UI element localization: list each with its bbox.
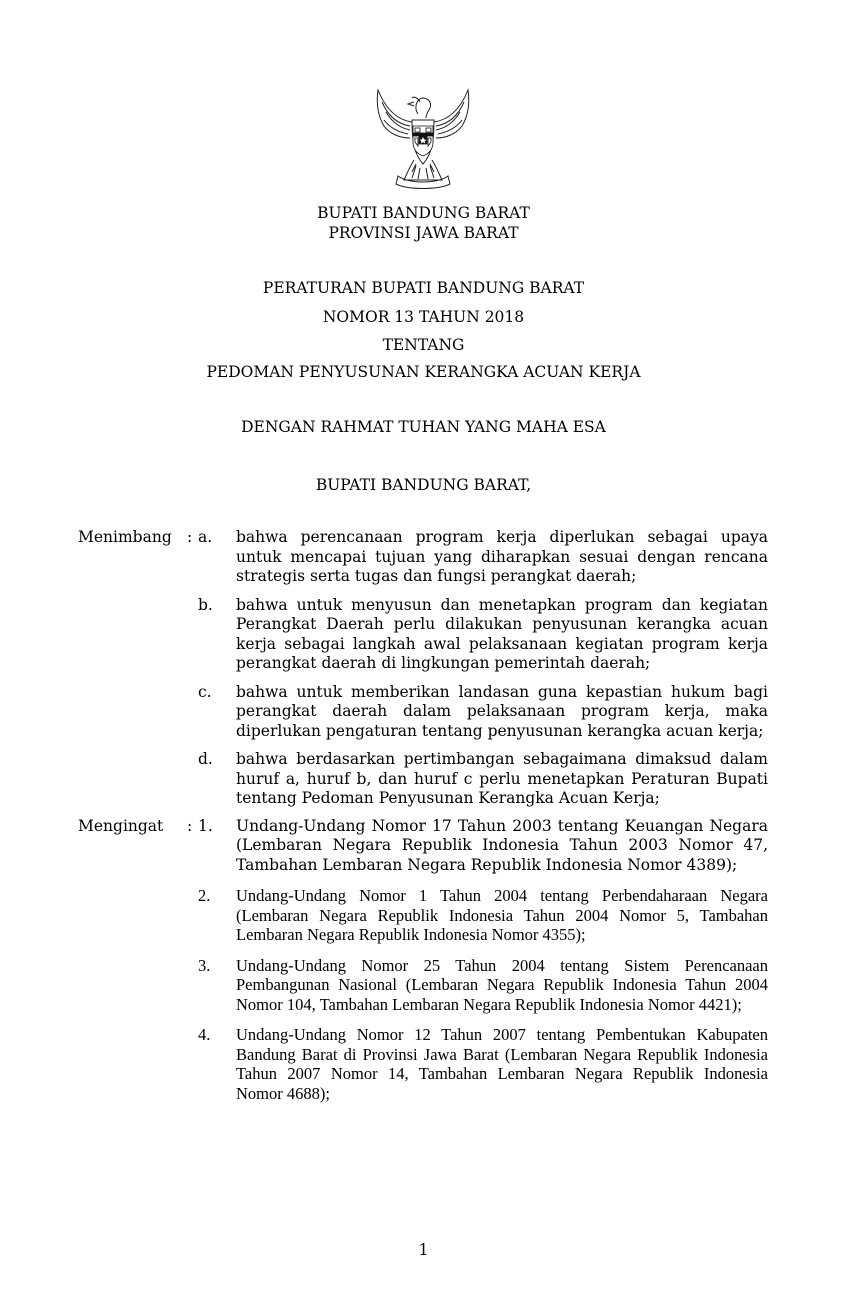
issuer: BUPATI BANDUNG BARAT, [315,476,532,494]
document-body [78,528,768,1112]
regulation-about: TENTANG [382,336,465,354]
mengingat-section [78,817,768,1104]
item-marker: a. [198,528,213,546]
item-text: Undang-Undang Nomor 12 Tahun 2007 tentang Pembentukan Kabupaten Bandung Barat di Provinsi Jawa Barat (Lembaran Negara Republik Indonesia Tahun 2007 Nomor 14, Tambahan Lembaran Negara Republik Indonesia Nomor 4688); [236,1025,768,1103]
invocation: DENGAN RAHMAT TUHAN YANG MAHA ESA [241,418,606,436]
section-colon: : [187,816,193,835]
item-marker: c. [198,682,212,701]
item-text: Undang-Undang Nomor 25 Tahun 2004 tentang Sistem Perencanaan Pembangunan Nasional (Lembaran Negara Republik Indonesia Tahun 2004 Nomor 104, Tambahan Lembaran Negara Republik Indonesia Nomor 4421); [236,955,768,1014]
item-text: bahwa berdasarkan pertimbangan sebagaimana dimaksud dalam huruf a, huruf b, dan huruf c perlu menetapkan Peraturan Bupati tentang Pedoman Penyusunan Kerangka Acuan Kerja; [236,750,768,807]
list-item [78,956,768,1015]
item-text: bahwa untuk memberikan landasan guna kepastian hukum bagi perangkat daerah dalam pelaksanaan program kerja, maka diperlukan pengaturan tentang penyusunan kerangka acuan kerja; [236,682,768,740]
section-label: Menimbang [78,528,172,546]
section-label: Mengingat [78,816,164,835]
item-marker: 4. [198,1025,211,1044]
section-colon: : [187,528,193,546]
item-text: bahwa perencanaan program kerja diperlukan sebagai upaya untuk mencapai tujuan yang diharapkan sesuai dengan rencana strategis serta tugas dan fungsi perangkat daerah; [236,528,768,585]
item-marker: b. [198,595,213,614]
item-marker: 3. [198,955,211,975]
list-item [78,1025,768,1103]
page-number: 1 [418,1241,429,1259]
item-text: Undang-Undang Nomor 17 Tahun 2003 tentang Keuangan Negara (Lembaran Negara Republik Indonesia Tahun 2003 Nomor 47, Tambahan Lembaran Negara Republik Indonesia Nomor 4389); [236,816,768,874]
list-item [78,817,768,876]
garuda-emblem-icon [368,80,478,192]
menimbang-section [78,528,768,809]
authority-province: PROVINSI JAWA BARAT [328,224,519,242]
list-item [78,886,768,945]
item-text: Undang-Undang Nomor 1 Tahun 2004 tentang Perbendaharaan Negara (Lembaran Negara Republik Indonesia Tahun 2004 Nomor 5, Tambahan Lembaran Negara Republik Indonesia Nomor 4355); [236,886,768,944]
item-marker: d. [198,750,213,768]
item-text: bahwa untuk menyusun dan menetapkan program dan kegiatan Perangkat Daerah perlu dilakukan penyusunan kerangka acuan kerja sebagai langkah awal pelaksanaan kegiatan program kerja perangkat daerah di lingkungan pemerintah daerah; [236,595,768,672]
list-item [78,596,768,674]
list-item [78,683,768,742]
item-marker: 1. [198,816,213,835]
regulation-number: NOMOR 13 TAHUN 2018 [322,308,525,326]
regulation-title: PERATURAN BUPATI BANDUNG BARAT [262,279,585,297]
list-item [78,750,768,809]
list-item [78,528,768,587]
authority-name: BUPATI BANDUNG BARAT [317,204,530,222]
regulation-subject: PEDOMAN PENYUSUNAN KERANGKA ACUAN KERJA [206,363,641,381]
item-marker: 2. [198,886,211,905]
